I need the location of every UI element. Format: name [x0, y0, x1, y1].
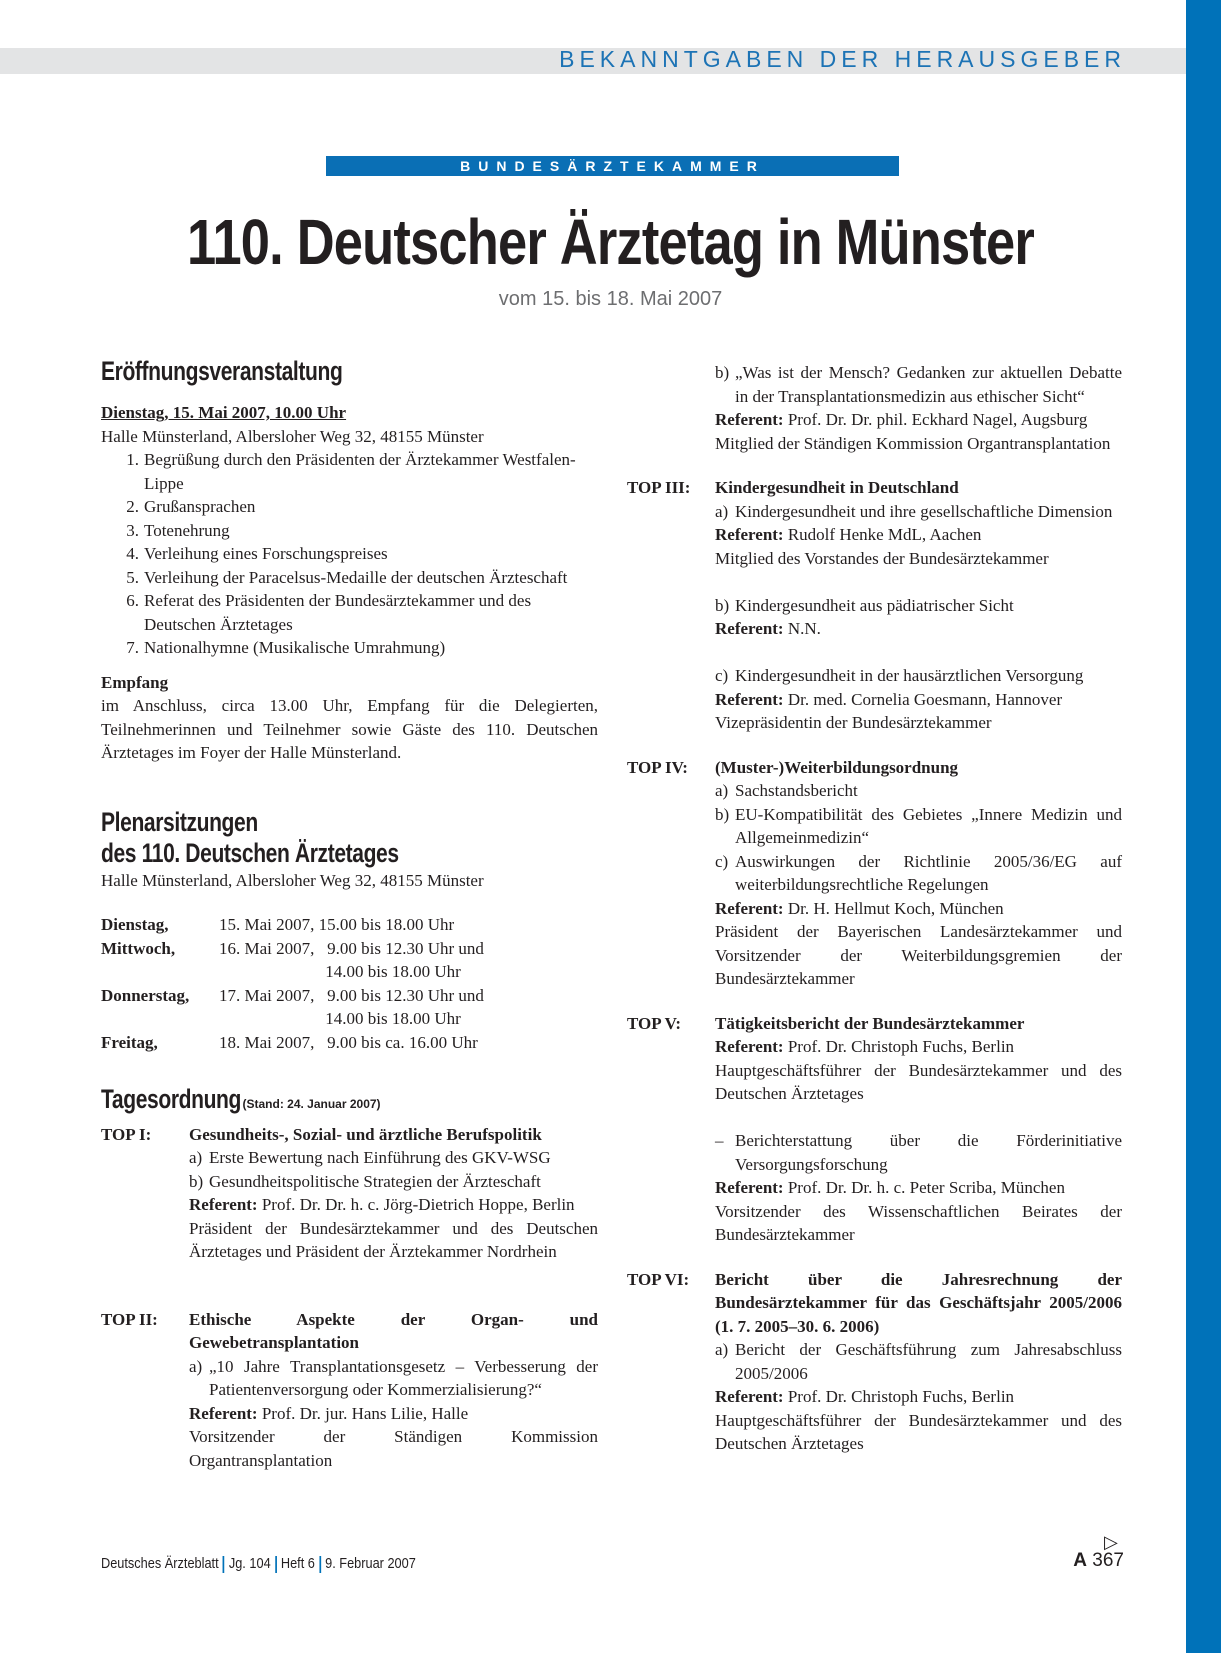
list-item: 1. Begrüßung durch den Präsidenten der Ärztekammer Westfalen-Lippe	[126, 450, 576, 493]
plenary-schedule	[101, 913, 598, 1054]
page-number-value: 367	[1092, 1550, 1124, 1571]
agenda-top-4: TOP IV: (Muster-)Weiterbildungsordnung a) Sachstandsbericht b) EU-Kompatibilität des Gebietes „Innere Medizin und Allgemeinmedizin“ c) Auswirkungen der Richtlinie 2005/36/EG auf weiterbildungsrechtliche Regelungen Referent: Dr. H. Hellmut Koch, München Präsident der Bayerischen Landesärztekammer und Vorsitzender der Weiterbildungsgremien der Bundesärztekammer	[627, 757, 1122, 988]
category-bar: BUNDESÄRZTEKAMMER	[326, 156, 899, 176]
list-item: 4. Verleihung eines Forschungspreises	[126, 544, 388, 563]
opening-program	[101, 448, 598, 660]
footer-separator	[319, 1556, 321, 1573]
agenda-top-2-continued: b) „Was ist der Mensch? Gedanken zur aktuellen Debatte in der Transplantationsmedizin aus ethischer Sicht“ Referent: Prof. Dr. Dr. phil. Eckhard Nagel, Augsburg Mitglied der Ständigen Kommission Organtransplantation	[715, 363, 1122, 453]
agenda-top-2: TOP II: Ethische Aspekte der Organ- und Gewebetransplantation a) „10 Jahre Transplantationsgesetz – Verbesserung der Patientenversorgung oder Kommerzialisierung?“ Referent: Prof. Dr. jur. Hans Lilie, Halle Vorsitzender der Ständigen Kommission Organtransplantation	[101, 1309, 598, 1470]
left-column	[101, 356, 598, 1472]
agenda-top-1: TOP I: Gesundheits-, Sozial- und ärztliche Berufspolitik a) Erste Bewertung nach Einführung des GKV-WSG b) Gesundheitspolitische Strategien der Ärzteschaft Referent: Prof. Dr. Dr. h. c. Jörg-Dietrich Hoppe, Berlin Präsident der Bundesärztekammer und des Deutschen Ärztetages und Präsident der Ärztekammer Nordrhein	[101, 1124, 598, 1261]
footer-separator	[275, 1556, 277, 1573]
schedule-row: Dienstag, 15. Mai 2007, 15.00 bis 18.00 Uhr	[101, 915, 455, 934]
plenary-heading-line2: des 110. Deutschen Ärztetages	[101, 837, 399, 868]
journal-volume: Jg. 104	[228, 1555, 271, 1572]
agenda-heading: Tagesordnung	[101, 1084, 242, 1114]
agenda-top-5: TOP V: Tätigkeitsbericht der Bundesärztekammer Referent: Prof. Dr. Christoph Fuchs, Berlin Hauptgeschäftsführer der Bundesärztekammer und des Deutschen Ärztetages – Berichterstattung über die Förderinitiative Versorgungsforschung Referent: Prof. Dr. Dr. h. c. Peter Scriba, München Vorsitzender des Wissenschaftlichen Beirates der Bundesärztekammer	[627, 1013, 1122, 1244]
reception-text: im Anschluss, circa 13.00 Uhr, Empfang für die Delegierten, Teilnehmerinnen und Teilnehmer sowie Gäste des 110. Deutschen Ärztetages im Foyer der Halle Münsterland.	[101, 696, 598, 762]
plenary-venue: Halle Münsterland, Albersloher Weg 32, 48155 Münster	[101, 870, 484, 890]
plenary-heading-line1: Plenarsitzungen	[101, 806, 258, 837]
agenda-heading-row	[101, 1084, 598, 1117]
continue-arrow-icon: ▷	[1104, 1532, 1118, 1552]
opening-venue: Halle Münsterland, Albersloher Weg 32, 48155 Münster	[101, 426, 484, 446]
list-item: 6. Referat des Präsidenten der Bundesärztekammer und des Deutschen Ärztetages	[126, 591, 532, 634]
schedule-row: Mittwoch, 16. Mai 2007, 9.00 bis 12.30 Uhr und 14.00 bis 18.00 Uhr	[101, 938, 484, 981]
list-item: 5. Verleihung der Paracelsus-Medaille der deutschen Ärzteschaft	[126, 567, 568, 587]
journal-issue: Heft 6	[280, 1555, 315, 1572]
list-item: 3. Totenehrung	[126, 520, 230, 540]
footer-citation	[101, 1555, 416, 1573]
page-title	[0, 205, 1221, 279]
section-header: BEKANNTGABEN DER HERAUSGEBER	[559, 46, 1126, 72]
journal-date: 9. Februar 2007	[325, 1555, 416, 1572]
page-prefix: A	[1073, 1550, 1088, 1571]
agenda-top-3: TOP III: Kindergesundheit in Deutschland a) Kindergesundheit und ihre gesellschaftliche Dimension Referent: Rudolf Henke MdL, Aachen Mitglied des Vorstandes der Bundesärztekammer b) Kindergesundheit aus pädiatrischer Sicht Referent: N.N. c) Kindergesundheit in der hausärztlichen Versorgung Referent: Dr. med. Cornelia Goesmann, Hannover Vizepräsidentin der Bundesärztekammer	[627, 478, 1113, 732]
opening-heading: Eröffnungsveranstaltung	[101, 356, 343, 386]
journal-name: Deutsches Ärzteblatt	[101, 1555, 219, 1572]
schedule-row: Donnerstag, 17. Mai 2007, 9.00 bis 12.30 Uhr und 14.00 bis 18.00 Uhr	[101, 985, 484, 1028]
list-item: 2. Grußansprachen	[126, 497, 256, 516]
agenda-top-6: TOP VI: Bericht über die Jahresrechnung der Bundesärztekammer für das Geschäftsjahr 2005/2006 (1. 7. 2005–30. 6. 2006) a) Bericht der Geschäftsführung zum Jahresabschluss 2005/2006 Referent: Prof. Dr. Christoph Fuchs, Berlin Hauptgeschäftsführer der Bundesärztekammer und des Deutschen Ärztetages	[627, 1269, 1122, 1453]
page-number	[1073, 1550, 1124, 1572]
right-column	[627, 361, 1122, 1456]
page-title-text: 110. Deutscher Ärztetag in Münster	[186, 206, 1035, 278]
list-item: 7. Nationalhymne (Musikalische Umrahmung)	[126, 638, 446, 657]
schedule-row: Freitag, 18. Mai 2007, 9.00 bis ca. 16.00 Uhr	[101, 1032, 478, 1052]
page-subtitle: vom 15. bis 18. Mai 2007	[498, 288, 723, 310]
opening-date: Dienstag, 15. Mai 2007, 10.00 Uhr	[101, 403, 347, 422]
agenda-status: (Stand: 24. Januar 2007)	[242, 1097, 381, 1111]
reception-heading: Empfang	[101, 672, 169, 692]
footer-separator	[223, 1556, 225, 1573]
